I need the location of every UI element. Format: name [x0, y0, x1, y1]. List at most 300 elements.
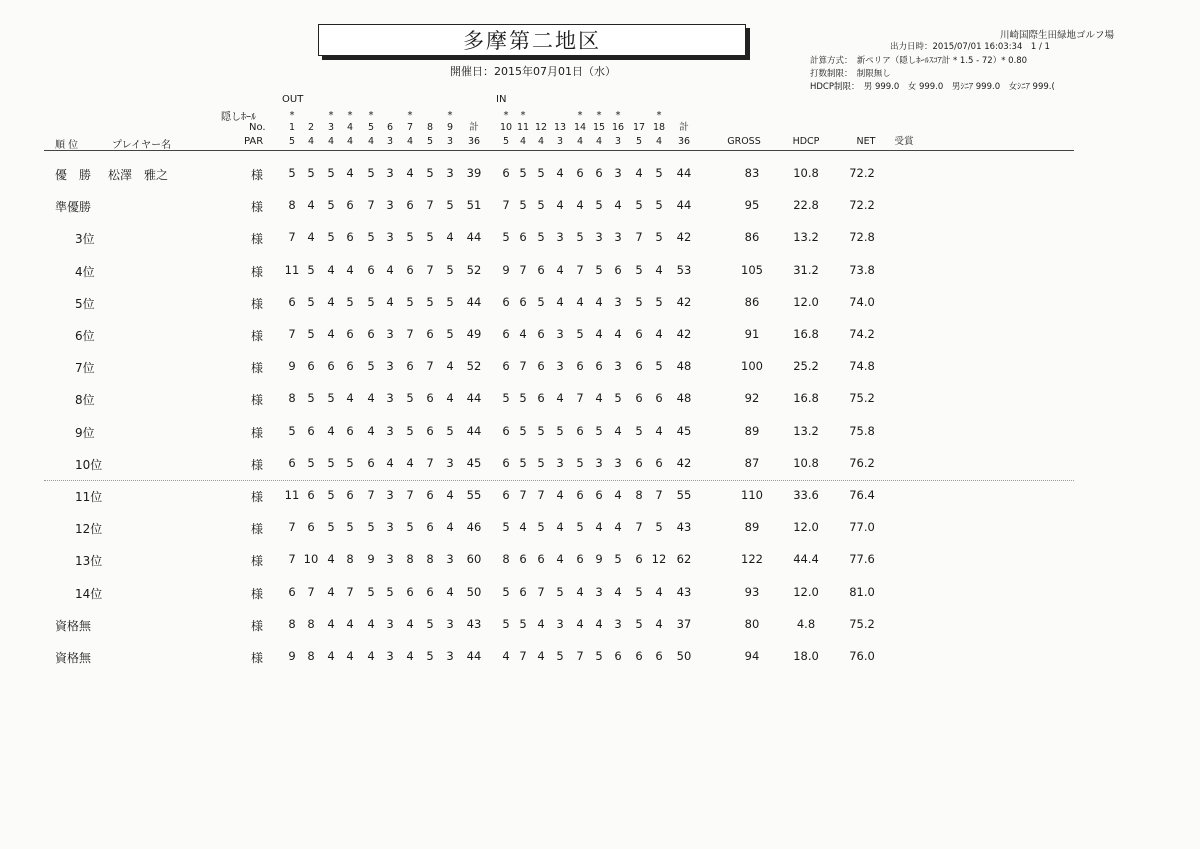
- hole-score: 4: [346, 263, 354, 277]
- in-total: 48: [676, 359, 692, 373]
- hole-score: 4: [595, 295, 603, 309]
- honorific: 様: [251, 232, 264, 246]
- hole-score: 8: [346, 552, 354, 566]
- hole-score: 4: [367, 424, 375, 438]
- hole-score: 3: [614, 456, 622, 470]
- hole-score: 4: [655, 585, 663, 599]
- hole-score: 5: [519, 424, 527, 438]
- hole-score: 4: [327, 552, 335, 566]
- hole-score: 5: [288, 424, 296, 438]
- hole-score: 5: [327, 198, 335, 212]
- net-header: NET: [856, 136, 876, 147]
- hole-no-label: No.: [249, 122, 266, 133]
- rank-cell: 資格無: [55, 619, 92, 633]
- hole-par: 4: [327, 136, 335, 147]
- hole-score: 4: [406, 166, 414, 180]
- hdcp-limit: HDCP制限： 男 999.0 女 999.0 男ｼﾆｱ 999.0 女ｼﾆｱ 999.(: [810, 82, 1055, 92]
- hole-score: 3: [614, 230, 622, 244]
- gross-score: 83: [744, 166, 760, 180]
- out-total: 45: [466, 456, 482, 470]
- hole-score: 7: [519, 649, 527, 663]
- hole-score: 7: [307, 585, 315, 599]
- rank-cell: 3位: [75, 232, 95, 246]
- hole-score: 4: [614, 198, 622, 212]
- hole-score: 5: [406, 230, 414, 244]
- hole-score: 5: [576, 327, 584, 341]
- hdcp-value: 10.8: [793, 166, 819, 180]
- hole-score: 7: [367, 488, 375, 502]
- hole-score: 4: [327, 295, 335, 309]
- hole-score: 5: [446, 263, 454, 277]
- hole-score: 5: [367, 520, 375, 534]
- hole-score: 4: [346, 166, 354, 180]
- hole-score: 5: [426, 295, 434, 309]
- honorific: 様: [251, 361, 264, 375]
- hole-score: 5: [537, 230, 545, 244]
- net-score: 72.8: [849, 230, 875, 244]
- hole-score: 7: [426, 456, 434, 470]
- hole-number: 17: [632, 122, 646, 133]
- hole-score: 6: [537, 263, 545, 277]
- hole-score: 5: [537, 166, 545, 180]
- net-score: 76.0: [849, 649, 875, 663]
- par-label: PAR: [244, 136, 264, 147]
- in-label: IN: [496, 94, 507, 105]
- hole-score: 4: [556, 520, 564, 534]
- hole-score: 5: [426, 230, 434, 244]
- hole-score: 6: [307, 424, 315, 438]
- hole-score: 6: [346, 488, 354, 502]
- hole-score: 5: [614, 391, 622, 405]
- out-total: 50: [466, 585, 482, 599]
- gross-header: GROSS: [727, 136, 761, 147]
- hdcp-value: 13.2: [793, 230, 819, 244]
- hole-score: 4: [655, 327, 663, 341]
- hole-score: 3: [595, 456, 603, 470]
- hole-number: 4: [346, 122, 354, 133]
- hole-score: 4: [327, 424, 335, 438]
- hole-score: 6: [635, 327, 643, 341]
- in-total: 44: [676, 198, 692, 212]
- honorific: 様: [251, 554, 264, 568]
- hole-score: 6: [537, 359, 545, 373]
- hdcp-value: 10.8: [793, 456, 819, 470]
- hole-score: 4: [327, 585, 335, 599]
- honorific: 様: [251, 297, 264, 311]
- honorific: 様: [251, 265, 264, 279]
- hole-score: 4: [386, 295, 394, 309]
- hole-score: 6: [595, 488, 603, 502]
- hole-score: 7: [502, 198, 510, 212]
- gross-score: 87: [744, 456, 760, 470]
- hole-number: 6: [386, 122, 394, 133]
- hole-score: 4: [327, 617, 335, 631]
- hole-score: 7: [537, 488, 545, 502]
- hole-score: 6: [307, 488, 315, 502]
- hole-score: 4: [614, 488, 622, 502]
- player-name: 松澤 雅之: [108, 168, 169, 182]
- hole-score: 4: [406, 617, 414, 631]
- hole-score: 5: [367, 585, 375, 599]
- hole-score: 6: [655, 391, 663, 405]
- hole-score: 4: [576, 617, 584, 631]
- honorific: 様: [251, 458, 264, 472]
- hole-score: 4: [367, 649, 375, 663]
- hole-par: 4: [537, 136, 545, 147]
- hole-score: 6: [346, 424, 354, 438]
- hole-score: 4: [386, 263, 394, 277]
- hole-par: 3: [556, 136, 564, 147]
- hole-par: 3: [446, 136, 454, 147]
- hole-score: 5: [327, 391, 335, 405]
- hole-score: 5: [386, 585, 394, 599]
- hole-score: 4: [655, 263, 663, 277]
- hole-score: 5: [595, 198, 603, 212]
- hidden-hole-marker: *: [289, 110, 295, 121]
- rank-cell: 資格無: [55, 651, 92, 665]
- net-score: 74.2: [849, 327, 875, 341]
- gross-score: 100: [741, 359, 763, 373]
- honorific: 様: [251, 329, 264, 343]
- hole-score: 5: [406, 424, 414, 438]
- hole-score: 5: [595, 263, 603, 277]
- net-score: 77.6: [849, 552, 875, 566]
- hole-score: 5: [537, 456, 545, 470]
- honorific: 様: [251, 619, 264, 633]
- hole-score: 6: [346, 359, 354, 373]
- hdcp-value: 16.8: [793, 327, 819, 341]
- hole-score: 6: [614, 649, 622, 663]
- hole-score: 6: [288, 585, 296, 599]
- out-label: OUT: [282, 94, 304, 105]
- hole-score: 6: [519, 295, 527, 309]
- hidden-hole-marker: *: [615, 110, 621, 121]
- hole-score: 3: [446, 456, 454, 470]
- in-total: 53: [676, 263, 692, 277]
- hole-score: 5: [635, 424, 643, 438]
- hole-score: 5: [519, 166, 527, 180]
- hole-score: 4: [576, 198, 584, 212]
- hole-score: 4: [595, 617, 603, 631]
- in-total: 50: [676, 649, 692, 663]
- honorific: 様: [251, 393, 264, 407]
- hidden-hole-marker: *: [347, 110, 353, 121]
- hole-score: 3: [556, 327, 564, 341]
- hole-score: 4: [346, 617, 354, 631]
- hole-par: 3: [614, 136, 622, 147]
- hole-score: 5: [635, 295, 643, 309]
- hole-score: 5: [655, 295, 663, 309]
- gross-score: 92: [744, 391, 760, 405]
- honorific: 様: [251, 587, 264, 601]
- rank-cell: 準優勝: [55, 200, 92, 214]
- hole-score: 6: [327, 359, 335, 373]
- hole-score: 4: [346, 649, 354, 663]
- hole-score: 7: [426, 359, 434, 373]
- honorific: 様: [251, 522, 264, 536]
- hole-score: 4: [346, 391, 354, 405]
- hole-score: 3: [614, 617, 622, 631]
- hole-score: 5: [655, 520, 663, 534]
- hole-par: 4: [519, 136, 527, 147]
- rank-cell: 11位: [75, 490, 103, 504]
- hole-score: 3: [556, 359, 564, 373]
- hole-score: 5: [446, 295, 454, 309]
- hdcp-value: 44.4: [793, 552, 819, 566]
- hdcp-value: 33.6: [793, 488, 819, 502]
- hole-score: 4: [576, 295, 584, 309]
- hole-score: 5: [346, 520, 354, 534]
- hole-score: 6: [576, 424, 584, 438]
- hdcp-value: 18.0: [793, 649, 819, 663]
- hole-score: 5: [307, 295, 315, 309]
- hole-score: 5: [614, 552, 622, 566]
- hole-par: 3: [386, 136, 394, 147]
- hole-score: 6: [502, 456, 510, 470]
- hole-score: 3: [614, 359, 622, 373]
- rank-cell: 5位: [75, 297, 95, 311]
- hole-score: 5: [537, 424, 545, 438]
- hole-score: 5: [327, 166, 335, 180]
- hole-score: 5: [406, 295, 414, 309]
- gross-score: 94: [744, 649, 760, 663]
- hole-score: 4: [307, 198, 315, 212]
- hole-score: 5: [655, 198, 663, 212]
- hdcp-value: 25.2: [793, 359, 819, 373]
- hole-score: 4: [556, 552, 564, 566]
- out-total: 46: [466, 520, 482, 534]
- hole-par: 4: [406, 136, 414, 147]
- hole-score: 5: [346, 456, 354, 470]
- hdcp-value: 31.2: [793, 263, 819, 277]
- hole-score: 6: [635, 456, 643, 470]
- hidden-hole-marker: *: [368, 110, 374, 121]
- hole-score: 6: [502, 295, 510, 309]
- hole-score: 6: [426, 585, 434, 599]
- hole-score: 5: [635, 198, 643, 212]
- hole-par: 4: [576, 136, 584, 147]
- hole-score: 3: [446, 617, 454, 631]
- hole-score: 5: [655, 359, 663, 373]
- hole-score: 8: [502, 552, 510, 566]
- hole-score: 8: [426, 552, 434, 566]
- net-score: 75.2: [849, 617, 875, 631]
- hdcp-value: 16.8: [793, 391, 819, 405]
- hdcp-value: 4.8: [796, 617, 816, 631]
- hole-score: 7: [426, 198, 434, 212]
- hole-score: 6: [406, 585, 414, 599]
- hole-score: 6: [346, 327, 354, 341]
- hole-score: 4: [446, 488, 454, 502]
- hole-score: 4: [635, 166, 643, 180]
- page-title: 多摩第二地区: [318, 24, 746, 56]
- hole-score: 6: [576, 166, 584, 180]
- hole-score: 4: [386, 456, 394, 470]
- hole-score: 4: [655, 424, 663, 438]
- hole-par: 5: [635, 136, 643, 147]
- hole-score: 6: [635, 552, 643, 566]
- hole-score: 4: [556, 198, 564, 212]
- hole-score: 3: [446, 166, 454, 180]
- hole-score: 5: [327, 488, 335, 502]
- out-total: 43: [466, 617, 482, 631]
- net-score: 72.2: [849, 198, 875, 212]
- hdcp-value: 12.0: [793, 295, 819, 309]
- hole-score: 5: [556, 585, 564, 599]
- hidden-hole-marker: *: [577, 110, 583, 121]
- hidden-hole-marker: *: [596, 110, 602, 121]
- hole-score: 7: [537, 585, 545, 599]
- hole-score: 4: [556, 263, 564, 277]
- hole-score: 5: [307, 456, 315, 470]
- hole-score: 5: [406, 391, 414, 405]
- hole-score: 7: [288, 327, 296, 341]
- hole-score: 9: [288, 649, 296, 663]
- hole-score: 5: [502, 391, 510, 405]
- gross-score: 89: [744, 424, 760, 438]
- hole-score: 6: [367, 456, 375, 470]
- hole-par: 4: [655, 136, 663, 147]
- hole-score: 5: [635, 617, 643, 631]
- hole-score: 6: [502, 488, 510, 502]
- hole-score: 7: [519, 488, 527, 502]
- out-total: 39: [466, 166, 482, 180]
- in-total: 42: [676, 327, 692, 341]
- hole-score: 5: [655, 166, 663, 180]
- header-divider: [44, 150, 1074, 151]
- hole-score: 3: [386, 327, 394, 341]
- hole-score: 9: [288, 359, 296, 373]
- out-total: 44: [466, 649, 482, 663]
- hole-number: 13: [553, 122, 567, 133]
- hole-score: 9: [502, 263, 510, 277]
- prize-header: 受賞: [894, 136, 914, 147]
- net-score: 75.2: [849, 391, 875, 405]
- hole-score: 6: [537, 391, 545, 405]
- hole-score: 6: [519, 585, 527, 599]
- hole-score: 6: [537, 327, 545, 341]
- hdcp-value: 22.8: [793, 198, 819, 212]
- hole-score: 5: [537, 520, 545, 534]
- rank-cell: 12位: [75, 522, 103, 536]
- hole-score: 8: [288, 391, 296, 405]
- hole-number: 16: [611, 122, 625, 133]
- hole-score: 6: [537, 552, 545, 566]
- hole-score: 6: [576, 552, 584, 566]
- hole-score: 5: [595, 424, 603, 438]
- hole-score: 5: [576, 456, 584, 470]
- hole-score: 5: [367, 166, 375, 180]
- hole-score: 6: [307, 359, 315, 373]
- hdcp-value: 13.2: [793, 424, 819, 438]
- hole-number: 2: [307, 122, 315, 133]
- hole-score: 6: [635, 359, 643, 373]
- event-date: 開催日：2015年07月01日（水）: [450, 65, 616, 78]
- hole-score: 4: [519, 520, 527, 534]
- hole-score: 5: [519, 391, 527, 405]
- gross-score: 105: [741, 263, 763, 277]
- hole-score: 6: [595, 359, 603, 373]
- rank-cell: 4位: [75, 265, 95, 279]
- gross-score: 122: [741, 552, 763, 566]
- hole-score: 5: [307, 391, 315, 405]
- in-total: 44: [676, 166, 692, 180]
- hole-score: 4: [327, 327, 335, 341]
- in-total: 43: [676, 520, 692, 534]
- out-total: 55: [466, 488, 482, 502]
- hole-score: 4: [502, 649, 510, 663]
- hole-score: 3: [386, 649, 394, 663]
- hole-score: 3: [386, 198, 394, 212]
- hole-score: 6: [655, 456, 663, 470]
- hole-score: 6: [288, 295, 296, 309]
- hole-score: 7: [288, 552, 296, 566]
- in-total: 45: [676, 424, 692, 438]
- hole-score: 5: [346, 295, 354, 309]
- hole-score: 3: [386, 359, 394, 373]
- hole-score: 4: [446, 391, 454, 405]
- hole-score: 5: [576, 520, 584, 534]
- hole-score: 8: [307, 617, 315, 631]
- hole-score: 4: [327, 263, 335, 277]
- hole-score: 5: [556, 424, 564, 438]
- hole-score: 3: [386, 488, 394, 502]
- rank-cell: 8位: [75, 393, 95, 407]
- hole-score: 3: [595, 230, 603, 244]
- in-total: 43: [676, 585, 692, 599]
- hole-score: 3: [386, 230, 394, 244]
- hole-score: 5: [426, 166, 434, 180]
- hole-score: 3: [595, 585, 603, 599]
- rank-cell: 14位: [75, 587, 103, 601]
- hole-score: 4: [595, 327, 603, 341]
- hole-score: 4: [307, 230, 315, 244]
- hole-score: 5: [406, 520, 414, 534]
- gross-score: 110: [741, 488, 763, 502]
- hole-score: 3: [446, 649, 454, 663]
- hole-score: 4: [655, 617, 663, 631]
- hidden-hole-marker: *: [656, 110, 662, 121]
- hole-score: 5: [307, 263, 315, 277]
- hole-score: 4: [576, 585, 584, 599]
- hole-score: 6: [367, 263, 375, 277]
- hidden-hole-marker: *: [407, 110, 413, 121]
- hole-score: 4: [614, 424, 622, 438]
- hole-score: 4: [595, 520, 603, 534]
- hole-score: 4: [446, 230, 454, 244]
- hole-score: 6: [519, 230, 527, 244]
- hole-number: 10: [499, 122, 513, 133]
- hole-par: 5: [502, 136, 510, 147]
- hole-score: 7: [576, 649, 584, 663]
- hole-score: 5: [367, 359, 375, 373]
- hole-par: 4: [346, 136, 354, 147]
- hole-score: 4: [556, 295, 564, 309]
- hole-number: 1: [288, 122, 296, 133]
- hole-score: 7: [635, 520, 643, 534]
- hole-score: 5: [327, 230, 335, 244]
- hole-score: 3: [614, 295, 622, 309]
- hole-par: 4: [595, 136, 603, 147]
- gross-score: 95: [744, 198, 760, 212]
- hole-number: 5: [367, 122, 375, 133]
- net-score: 76.2: [849, 456, 875, 470]
- hole-score: 7: [519, 359, 527, 373]
- hole-score: 7: [288, 230, 296, 244]
- honorific: 様: [251, 168, 264, 182]
- hole-score: 6: [635, 649, 643, 663]
- hdcp-value: 12.0: [793, 520, 819, 534]
